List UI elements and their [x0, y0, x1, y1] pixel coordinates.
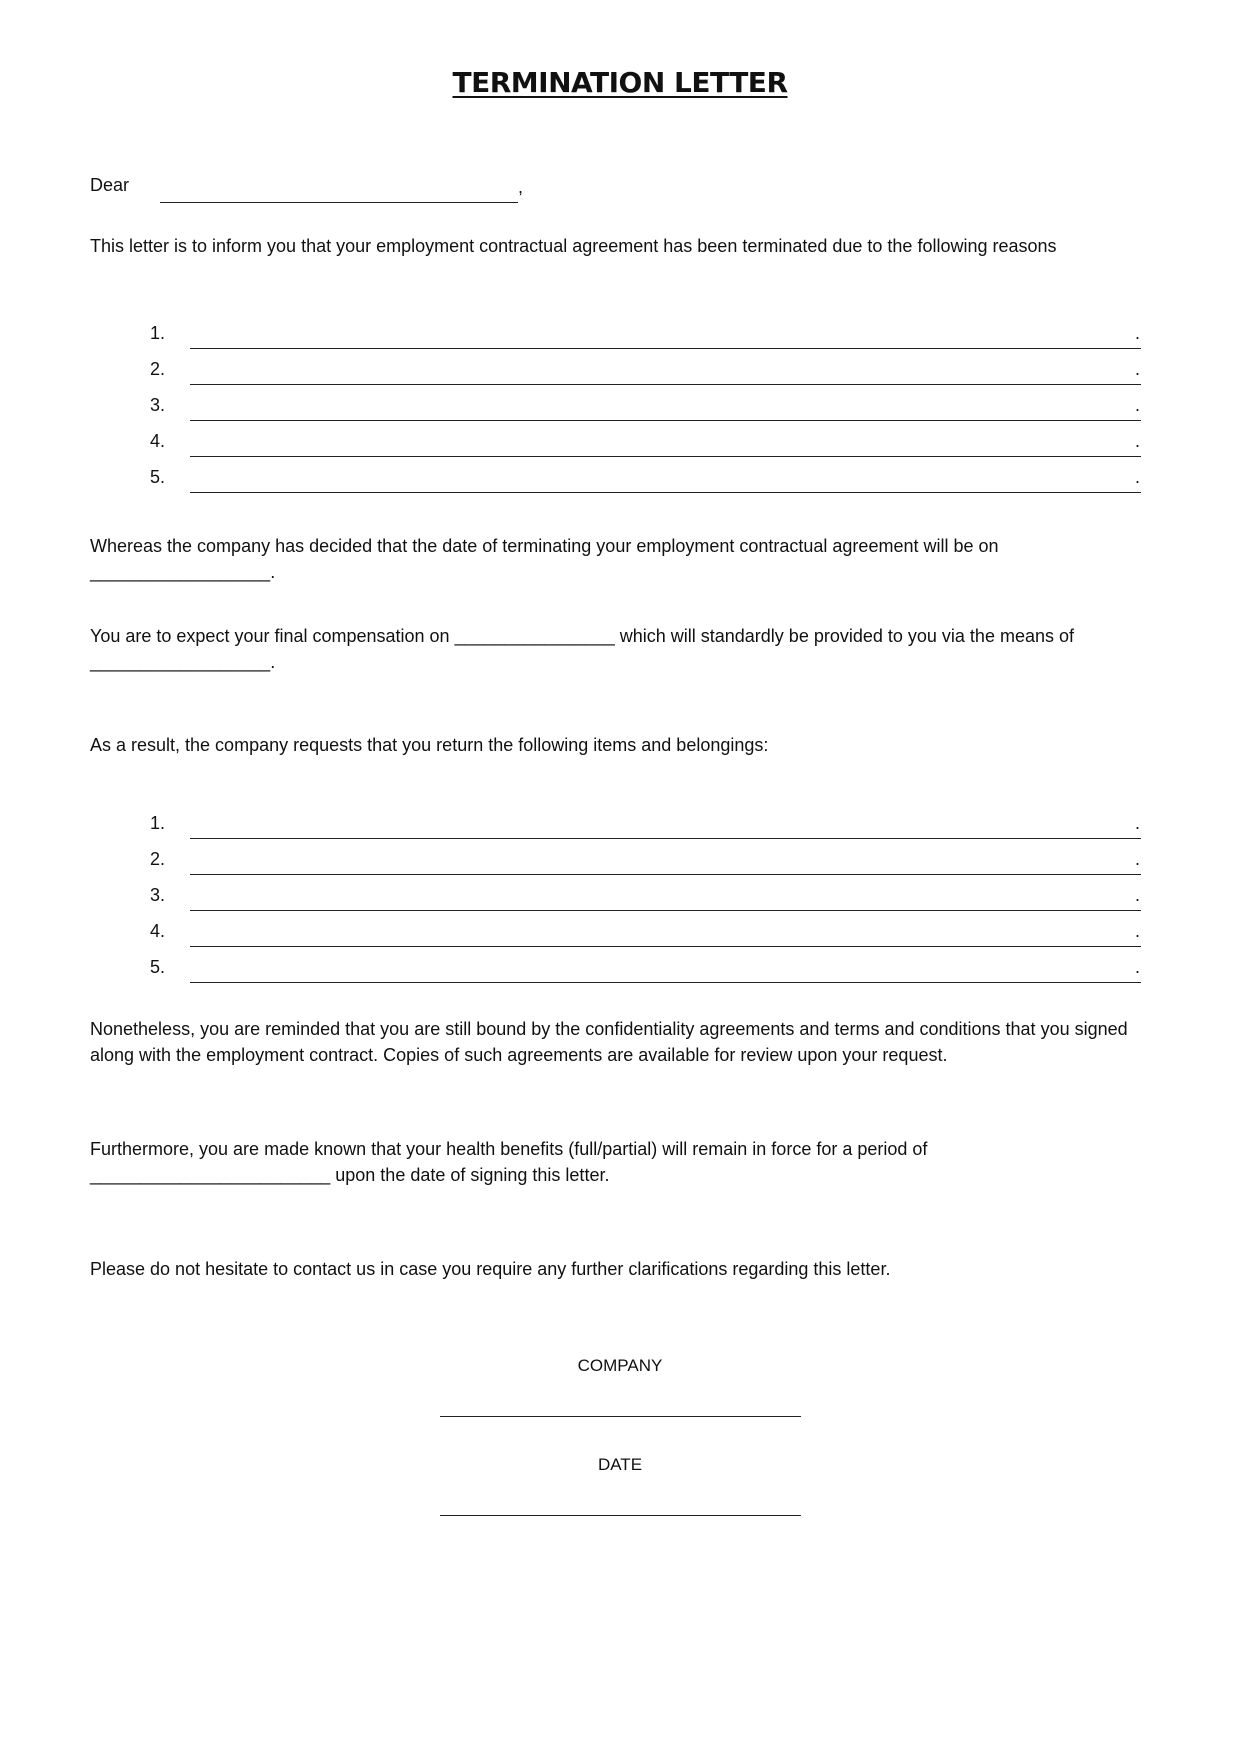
item-period: . [1135, 921, 1141, 941]
reason-row [0, 356, 1240, 392]
item-row [0, 882, 1240, 918]
benefits-line-1: Furthermore, you are made known that your health benefits (full/partial) will remain in force for a period of [90, 1139, 928, 1159]
item-field[interactable] [190, 838, 1141, 839]
item-field[interactable] [190, 874, 1141, 875]
salutation-word: Dear [90, 175, 130, 195]
reason-number: 4. [150, 431, 166, 451]
reason-period: . [1135, 323, 1141, 343]
item-period: . [1135, 813, 1141, 833]
item-number: 2. [150, 849, 166, 869]
reason-row [0, 392, 1240, 428]
item-number: 1. [150, 813, 166, 833]
item-row [0, 810, 1240, 846]
reason-row [0, 464, 1240, 500]
reason-field[interactable] [190, 456, 1141, 457]
reason-period: . [1135, 467, 1141, 487]
item-period: . [1135, 885, 1141, 905]
item-field[interactable] [190, 910, 1141, 911]
confidentiality-line-1: Nonetheless, you are reminded that you are still bound by the confidentiality agreements and terms and conditions that you signed [90, 1019, 1128, 1039]
item-field[interactable] [190, 946, 1141, 947]
closing-paragraph: Please do not hesitate to contact us in case you require any further clarifications regarding this letter. [90, 1259, 891, 1279]
company-label: COMPANY [577, 1356, 663, 1375]
benefits-period-field[interactable]: ________________________ upon the date of signing this letter. [90, 1165, 610, 1185]
page-title: TERMINATION LETTER [452, 66, 788, 99]
reason-row [0, 428, 1240, 464]
compensation-text: You are to expect your final compensation on ________________ which will standardly be provided to you via the means of [90, 626, 1074, 646]
date-label: DATE [597, 1455, 643, 1474]
reason-field[interactable] [190, 348, 1141, 349]
reason-row [0, 320, 1240, 356]
intro-paragraph: This letter is to inform you that your employment contractual agreement has been terminated due to the following reasons [90, 236, 1057, 256]
company-signature-field[interactable] [440, 1416, 801, 1417]
salutation-comma: , [518, 177, 524, 197]
item-row [0, 846, 1240, 882]
termination-date-field[interactable]: __________________. [90, 562, 276, 582]
item-period: . [1135, 849, 1141, 869]
reason-number: 5. [150, 467, 166, 487]
item-number: 5. [150, 957, 166, 977]
reason-period: . [1135, 395, 1141, 415]
reason-field[interactable] [190, 492, 1141, 493]
recipient-name-field[interactable] [160, 202, 518, 203]
compensation-means-field[interactable]: __________________. [90, 652, 276, 672]
item-number: 4. [150, 921, 166, 941]
date-signature-field[interactable] [440, 1515, 801, 1516]
item-number: 3. [150, 885, 166, 905]
item-row [0, 918, 1240, 954]
reason-number: 1. [150, 323, 166, 343]
return-items-intro: As a result, the company requests that you return the following items and belongings: [90, 735, 769, 755]
reason-field[interactable] [190, 420, 1141, 421]
item-period: . [1135, 957, 1141, 977]
termination-date-text: Whereas the company has decided that the date of terminating your employment contractual agreement will be on [90, 536, 999, 556]
reason-period: . [1135, 359, 1141, 379]
reason-number: 2. [150, 359, 166, 379]
confidentiality-line-2: along with the employment contract. Copies of such agreements are available for review upon your request. [90, 1045, 948, 1065]
item-field[interactable] [190, 982, 1141, 983]
item-row [0, 954, 1240, 990]
reason-number: 3. [150, 395, 166, 415]
reason-field[interactable] [190, 384, 1141, 385]
reason-period: . [1135, 431, 1141, 451]
